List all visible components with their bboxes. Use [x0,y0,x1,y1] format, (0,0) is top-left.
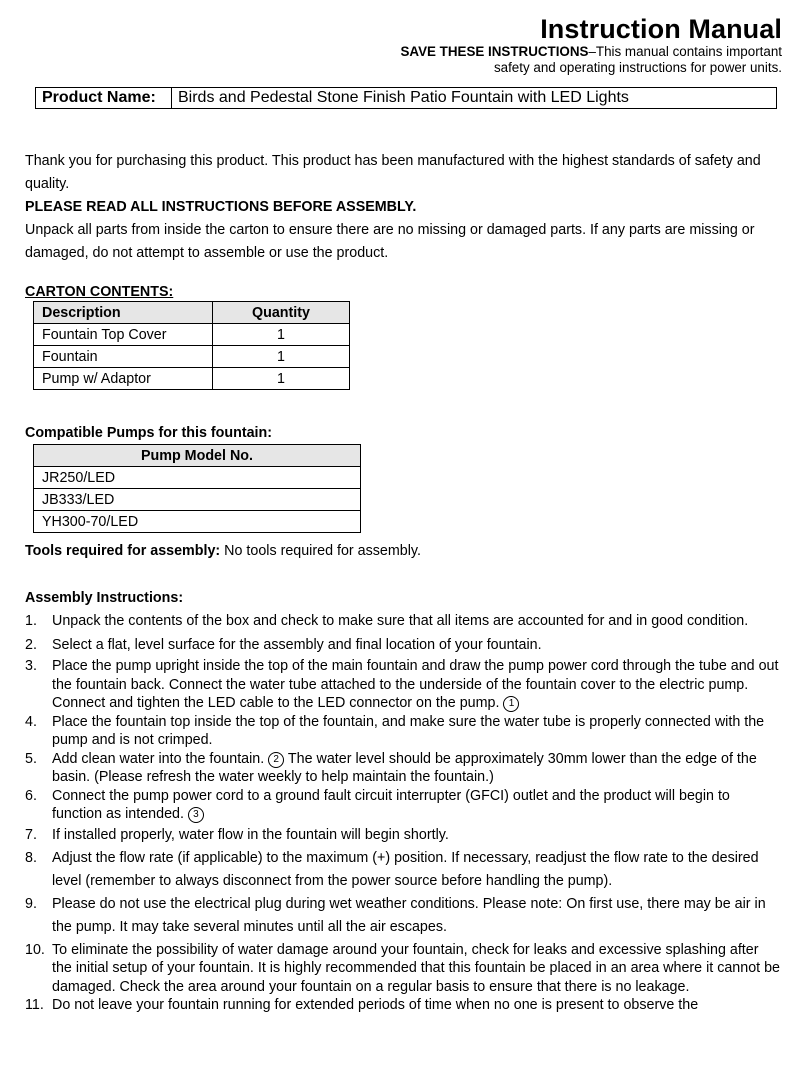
cell-description: Pump w/ Adaptor [34,368,213,390]
manual-title: Instruction Manual [540,14,782,44]
step-number: 8. [25,849,37,866]
step-number: 3. [25,658,37,674]
cell-quantity: 1 [213,368,350,390]
save-instructions-line2: safety and operating instructions for power units. [493,60,782,75]
save-instructions-rest: –This manual contains important [588,44,782,59]
save-instructions-note [400,44,782,76]
read-all-instructions: PLEASE READ ALL INSTRUCTIONS BEFORE ASSEMBLY. [25,199,417,215]
step-text: Connect the pump power cord to a ground fault circuit interrupter (GFCI) outlet and the product will begin to function as intended. [52,787,730,822]
step-number: 5. [25,750,37,767]
cell-pump-model: YH300-70/LED [34,511,361,533]
compatible-pumps-heading: Compatible Pumps for this fountain: [25,425,273,441]
step-number: 7. [25,826,37,843]
list-item [25,996,780,1015]
list-item [25,787,780,824]
list-item [25,824,780,847]
cell-description: Fountain [34,346,213,368]
step-text: Select a flat, level surface for the assembly and final location of your fountain. [52,637,542,653]
step-number: 10. [25,941,45,958]
compatible-pumps-table [33,444,361,533]
table-row [34,324,350,346]
step-text: Do not leave your fountain running for extended periods of time when no one is present to observe the [52,997,699,1013]
list-item [25,610,780,633]
tools-required [25,540,775,563]
step-text: Adjust the flow rate (if applicable) to the maximum (+) position. If necessary, readjust the flow rate to the desired level (remember to always disconnect from the power source before handling the pump). [52,849,759,889]
step-number: 2. [25,637,37,653]
product-name-label: Product Name: [36,88,172,108]
cell-quantity: 1 [213,346,350,368]
step-text: If installed properly, water flow in the fountain will begin shortly. [52,826,449,843]
tools-required-value: No tools required for assembly. [220,543,421,559]
assembly-steps-list [25,610,780,1015]
tools-required-label: Tools required for assembly: [25,543,221,559]
table-header-row [34,302,350,324]
figure-marker-3: 3 [188,807,204,823]
list-item [25,847,780,893]
list-item [25,634,780,657]
cell-pump-model: JR250/LED [34,467,361,489]
step-text: Place the fountain top inside the top of the fountain, and make sure the water tube is properly connected with the pump and is not crimped. [52,713,765,748]
col-pump-model: Pump Model No. [34,445,361,467]
cell-pump-model: JB333/LED [34,489,361,511]
carton-contents-table [33,301,350,390]
product-name-box [35,87,777,109]
table-header-row [34,445,361,467]
save-instructions-bold: SAVE THESE INSTRUCTIONS [400,44,589,59]
step-text: Place the pump upright inside the top of the main fountain and draw the pump power cord through the tube and out the fountain back. Connect the water tube attached to the underside of the fountain cover to the electric pump. Connect and tighten the LED cable to the LED connector on the pump. [52,658,779,711]
step-text-continued: The water level should be approximately 30mm lower than the edge of the basin. (Please refresh the water weekly to help maintain the fountain.) [52,750,757,785]
table-row [34,467,361,489]
cell-description: Fountain Top Cover [34,324,213,346]
product-name-value: Birds and Pedestal Stone Finish Patio Fountain with LED Lights [178,89,629,106]
step-number: 6. [25,787,37,804]
col-quantity: Quantity [213,302,350,324]
cell-quantity: 1 [213,324,350,346]
table-row [34,511,361,533]
carton-contents-heading: CARTON CONTENTS: [25,284,174,300]
step-number: 4. [25,713,37,730]
step-number: 1. [25,613,37,629]
assembly-instructions-heading: Assembly Instructions: [25,590,184,606]
unpack-paragraph: Unpack all parts from inside the carton to ensure there are no missing or damaged parts. If any parts are missing or damaged, do not attempt to assemble or use the product. [25,222,755,261]
table-row [34,346,350,368]
list-item [25,941,780,997]
table-row [34,368,350,390]
list-item [25,893,780,939]
list-item [25,750,780,787]
thank-you-paragraph: Thank you for purchasing this product. This product has been manufactured with the highest standards of safety and quality. [25,153,761,192]
step-text: Unpack the contents of the box and check to make sure that all items are accounted for and in good condition. [52,613,749,629]
figure-marker-1: 1 [503,696,519,712]
step-number: 9. [25,895,37,912]
table-row [34,489,361,511]
step-text: Add clean water into the fountain. [52,750,265,767]
list-item [25,713,780,750]
col-description: Description [34,302,213,324]
figure-marker-2: 2 [268,752,284,768]
step-number: 11. [25,997,44,1013]
list-item [25,657,780,713]
step-text: To eliminate the possibility of water damage around your fountain, check for leaks and excessive splashing after the initial setup of your fountain. It is highly recommended that this fountain be placed in an area where it cannot be damaged. Check the area around your fountain on a regular basis to ensure that there is no leakage. [52,941,781,995]
step-text: Please do not use the electrical plug during wet weather conditions. Please note: On first use, there may be air in the pump. It may take several minutes until all the air escapes. [52,895,766,935]
